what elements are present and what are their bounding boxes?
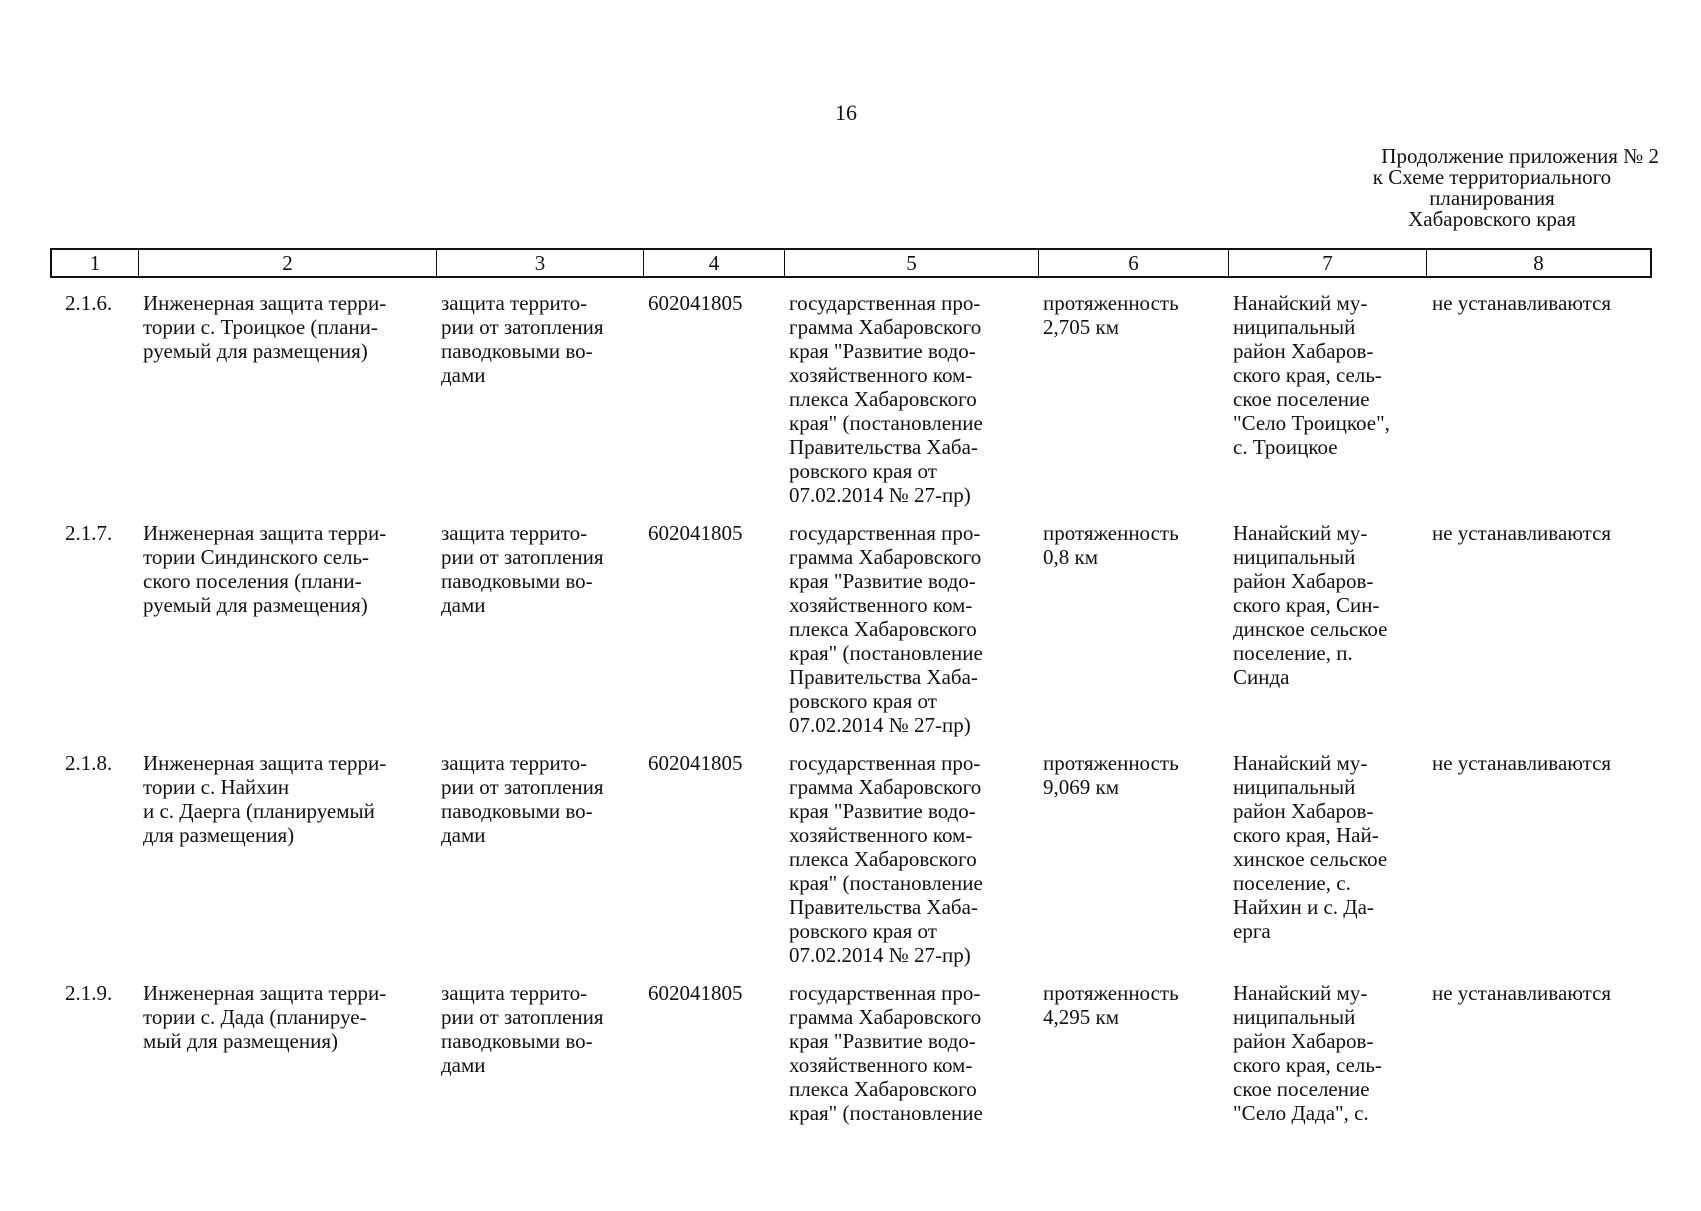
column-header: 5 bbox=[785, 250, 1039, 276]
row-number: 2.1.9. bbox=[65, 981, 113, 1005]
object-location: Нанайский му- ниципальный район Хабаров- ского края, Син- динское сельское поселение, п. Синда bbox=[1233, 521, 1388, 689]
appendix-line-4: Хабаровского края bbox=[1408, 207, 1576, 231]
appendix-header bbox=[1327, 146, 1657, 230]
column-header: 1 bbox=[52, 250, 139, 276]
object-code: 602041805 bbox=[648, 521, 743, 545]
appendix-line-2: к Схеме территориального bbox=[1372, 165, 1612, 189]
object-characteristics: протяженность 9,069 км bbox=[1043, 751, 1179, 799]
row-number: 2.1.7. bbox=[65, 521, 113, 545]
object-code: 602041805 bbox=[648, 751, 743, 775]
object-zones: не устанавливаются bbox=[1432, 981, 1612, 1005]
row-number: 2.1.8. bbox=[65, 751, 113, 775]
table-header-row bbox=[50, 248, 1652, 278]
objects-table bbox=[50, 248, 1652, 1211]
column-header: 6 bbox=[1039, 250, 1229, 276]
object-purpose: защита террито- рии от затопления паводковыми во- дами bbox=[441, 291, 604, 387]
object-purpose: защита террито- рии от затопления паводковыми во- дами bbox=[441, 521, 604, 617]
object-location: Нанайский му- ниципальный район Хабаров- ского края, сель- ское поселение "Село Дада", с. bbox=[1233, 981, 1382, 1125]
appendix-line-1: Продолжение приложения № 2 bbox=[1381, 144, 1659, 168]
column-header: 7 bbox=[1229, 250, 1427, 276]
object-characteristics: протяженность 4,295 км bbox=[1043, 981, 1179, 1029]
table-body bbox=[50, 291, 1652, 1211]
table-row bbox=[50, 981, 1652, 1211]
object-name: Инженерная защита терри- тории с. Найхин и с. Даерга (планируемый для размещения) bbox=[143, 751, 387, 847]
object-code: 602041805 bbox=[648, 981, 743, 1005]
object-basis: государственная про- грамма Хабаровского края "Развитие водо- хозяйственного ком- плекса Хабаровского края" (постановление bbox=[789, 981, 983, 1125]
object-characteristics: протяженность 0,8 км bbox=[1043, 521, 1179, 569]
object-purpose: защита террито- рии от затопления паводковыми во- дами bbox=[441, 981, 604, 1077]
appendix-line-3: планирования bbox=[1429, 186, 1555, 210]
column-header: 8 bbox=[1533, 251, 1544, 275]
object-zones: не устанавливаются bbox=[1432, 291, 1612, 315]
object-code: 602041805 bbox=[648, 291, 743, 315]
table-row bbox=[50, 751, 1652, 981]
column-header: 2 bbox=[139, 250, 437, 276]
object-characteristics: протяженность 2,705 км bbox=[1043, 291, 1179, 339]
row-number: 2.1.6. bbox=[65, 291, 113, 315]
object-zones: не устанавливаются bbox=[1432, 751, 1612, 775]
object-basis: государственная про- грамма Хабаровского края "Развитие водо- хозяйственного ком- плекса Хабаровского края" (постановление Правительства Хаба- ровского края от 07.02.2014 № 27-пр) bbox=[789, 291, 983, 507]
table-row bbox=[50, 521, 1652, 751]
object-basis: государственная про- грамма Хабаровского края "Развитие водо- хозяйственного ком- плекса Хабаровского края" (постановление Правительства Хаба- ровского края от 07.02.2014 № 27-пр) bbox=[789, 521, 983, 737]
object-location: Нанайский му- ниципальный район Хабаров- ского края, Най- хинское сельское поселение, с. Найхин и с. Да- ерга bbox=[1233, 751, 1388, 943]
object-purpose: защита террито- рии от затопления паводковыми во- дами bbox=[441, 751, 604, 847]
object-location: Нанайский му- ниципальный район Хабаров- ского края, сель- ское поселение "Село Троицкое", с. Троицкое bbox=[1233, 291, 1390, 459]
object-name: Инженерная защита терри- тории Синдинского сель- ского поселения (плани- руемый для размещения) bbox=[143, 521, 387, 617]
column-header: 3 bbox=[437, 250, 644, 276]
object-zones: не устанавливаются bbox=[1432, 521, 1612, 545]
object-name: Инженерная защита терри- тории с. Дада (планируе- мый для размещения) bbox=[143, 981, 387, 1053]
column-header: 4 bbox=[644, 250, 785, 276]
page-number: 16 bbox=[835, 100, 857, 125]
object-name: Инженерная защита терри- тории с. Троицкое (плани- руемый для размещения) bbox=[143, 291, 387, 363]
object-basis: государственная про- грамма Хабаровского края "Развитие водо- хозяйственного ком- плекса Хабаровского края" (постановление Правительства Хаба- ровского края от 07.02.2014 № 27-пр) bbox=[789, 751, 983, 967]
table-row bbox=[50, 291, 1652, 521]
